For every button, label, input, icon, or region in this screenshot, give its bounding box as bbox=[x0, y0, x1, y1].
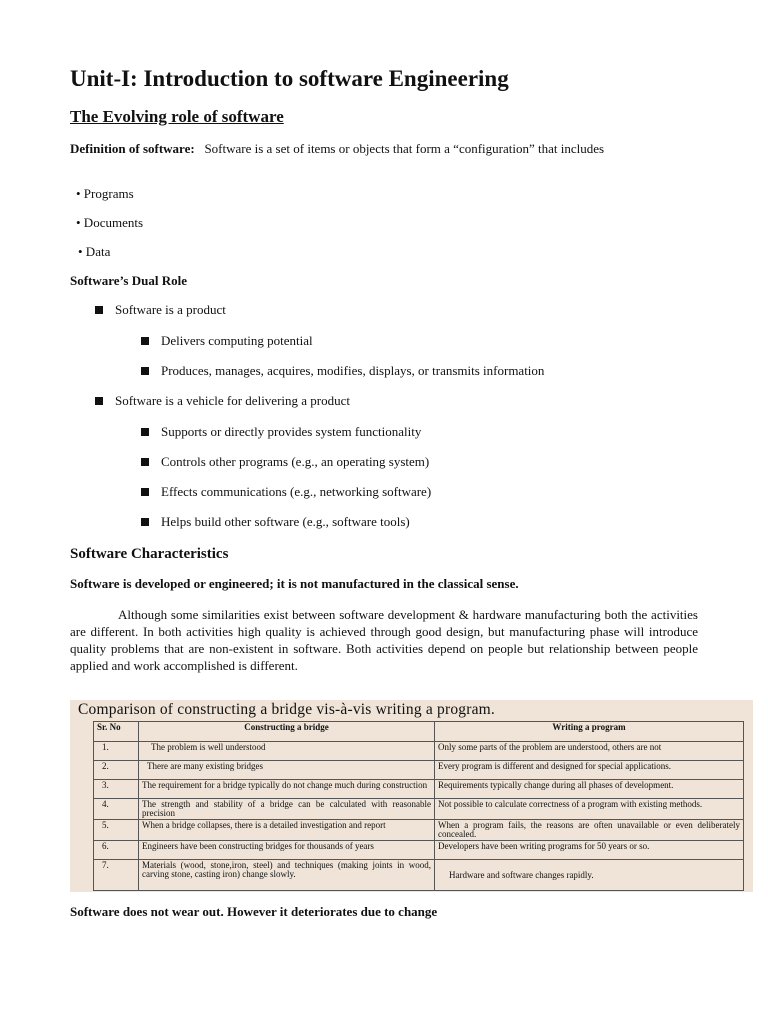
bridge-cell: There are many existing bridges bbox=[139, 761, 435, 780]
section-heading-evolving-role: The Evolving role of software bbox=[70, 107, 284, 126]
list-item: Supports or directly provides system functionality bbox=[141, 424, 421, 440]
bridge-cell: The requirement for a bridge typically do not change much during construction bbox=[139, 780, 435, 799]
bridge-cell: Engineers have been constructing bridges for thousands of years bbox=[139, 841, 435, 860]
program-cell: Only some parts of the problem are understood, others are not bbox=[435, 742, 744, 761]
definition-paragraph bbox=[70, 140, 698, 157]
table-row bbox=[94, 761, 744, 780]
bridge-cell: The problem is well understood bbox=[139, 742, 435, 761]
config-item-data: • Data bbox=[78, 244, 111, 259]
dual-role-heading: Software’s Dual Role bbox=[70, 273, 187, 288]
section-heading-characteristics: Software Characteristics bbox=[70, 546, 229, 562]
square-bullet-icon bbox=[141, 488, 149, 496]
square-bullet-icon bbox=[141, 428, 149, 436]
row-number: 4. bbox=[94, 799, 139, 820]
comparison-table bbox=[93, 721, 744, 891]
program-cell: Requirements typically change during all phases of development. bbox=[435, 780, 744, 799]
table-row bbox=[94, 841, 744, 860]
list-item: Software is a product bbox=[95, 302, 226, 318]
square-bullet-icon bbox=[141, 458, 149, 466]
characteristics-paragraph: Although some similarities exist between software development & hardware manufacturing both the activities are different. In both activities high quality is achieved through good design, but manufacturing phase will introduce quality problems that are non-existent in software. Both activities depend on people but relationship between people applied and work accomplished is different. bbox=[70, 607, 698, 673]
definition-text: Software is a set of items or objects that form a “configuration” that includes bbox=[204, 141, 605, 156]
comparison-figure bbox=[70, 700, 753, 892]
config-item-programs: • Programs bbox=[76, 186, 134, 201]
table-header-row bbox=[94, 722, 744, 742]
table-row bbox=[94, 799, 744, 820]
list-item: Produces, manages, acquires, modifies, displays, or transmits information bbox=[141, 363, 544, 379]
row-number: 1. bbox=[94, 742, 139, 761]
list-item: Helps build other software (e.g., software tools) bbox=[141, 514, 410, 530]
list-item: Controls other programs (e.g., an operating system) bbox=[141, 454, 429, 470]
header-program: Writing a program bbox=[435, 722, 744, 742]
characteristic-point-2: Software does not wear out. However it deteriorates due to change bbox=[70, 904, 438, 919]
list-item: Software is a vehicle for delivering a product bbox=[95, 393, 350, 409]
row-number: 2. bbox=[94, 761, 139, 780]
program-cell: Not possible to calculate correctness of a program with existing methods. bbox=[435, 799, 744, 820]
square-bullet-icon bbox=[95, 306, 103, 314]
square-bullet-icon bbox=[141, 367, 149, 375]
bridge-cell: When a bridge collapses, there is a detailed investigation and report bbox=[139, 820, 435, 841]
row-number: 5. bbox=[94, 820, 139, 841]
table-row bbox=[94, 742, 744, 761]
bridge-cell: The strength and stability of a bridge can be calculated with reasonable precision bbox=[139, 799, 435, 820]
program-cell: Hardware and software changes rapidly. bbox=[435, 860, 744, 891]
characteristic-point-1: Software is developed or engineered; it is not manufactured in the classical sense. bbox=[70, 576, 519, 591]
bridge-cell: Materials (wood, stone,iron, steel) and techniques (making joints in wood, carving stone, casting iron) change slowly. bbox=[139, 860, 435, 891]
table-row bbox=[94, 820, 744, 841]
row-number: 6. bbox=[94, 841, 139, 860]
square-bullet-icon bbox=[141, 337, 149, 345]
header-sr-no: Sr. No bbox=[94, 722, 139, 742]
config-item-documents: • Documents bbox=[76, 215, 144, 230]
list-item: Effects communications (e.g., networking software) bbox=[141, 484, 431, 500]
definition-label: Definition of software: bbox=[70, 141, 195, 156]
comparison-title: Comparison of constructing a bridge vis-à-vis writing a program. bbox=[78, 701, 496, 718]
program-cell: Every program is different and designed for special applications. bbox=[435, 761, 744, 780]
table-row bbox=[94, 860, 744, 891]
header-bridge: Constructing a bridge bbox=[139, 722, 435, 742]
list-item: Delivers computing potential bbox=[141, 333, 313, 349]
row-number: 3. bbox=[94, 780, 139, 799]
program-cell: When a program fails, the reasons are often unavailable or even deliberately concealed. bbox=[435, 820, 744, 841]
square-bullet-icon bbox=[141, 518, 149, 526]
program-cell: Developers have been writing programs for 50 years or so. bbox=[435, 841, 744, 860]
page-title: Unit-I: Introduction to software Engineering bbox=[70, 66, 509, 91]
row-number: 7. bbox=[94, 860, 139, 891]
square-bullet-icon bbox=[95, 397, 103, 405]
table-row bbox=[94, 780, 744, 799]
